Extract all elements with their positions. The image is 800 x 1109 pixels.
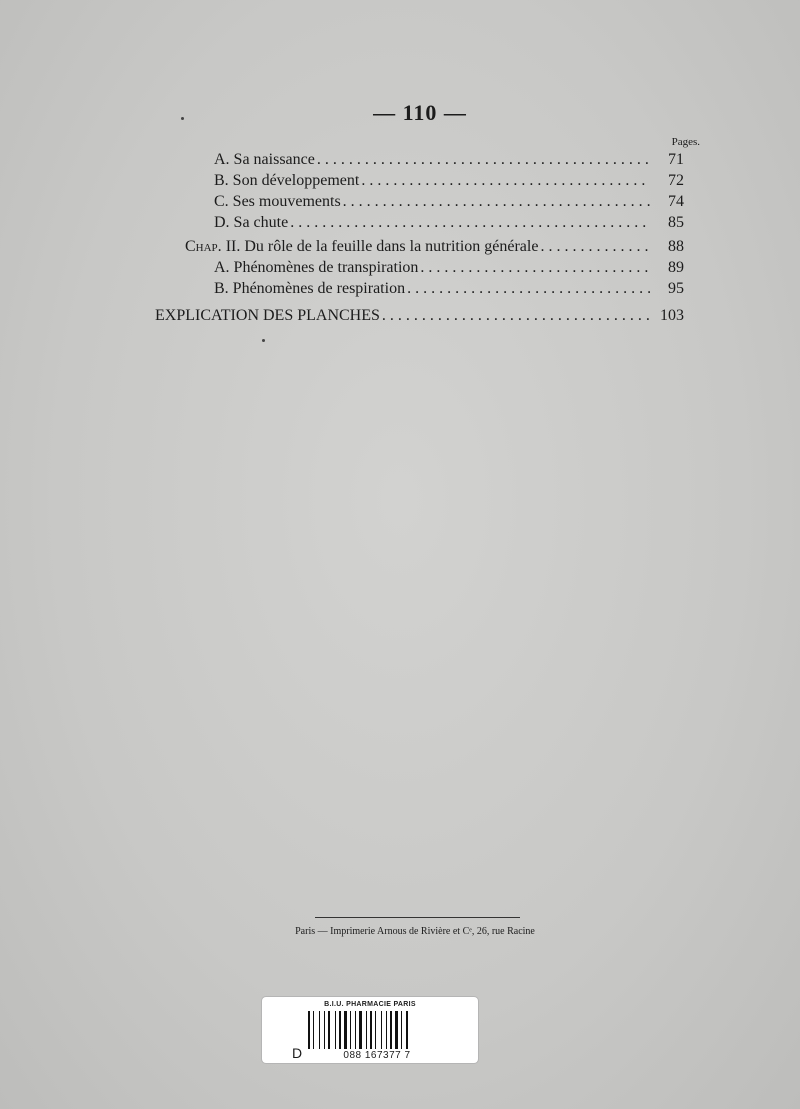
toc-chapter-entry: [185, 237, 684, 257]
toc-entry-label: EXPLICATION DES PLANCHES: [155, 307, 380, 324]
toc-entry-page: 103: [660, 307, 684, 324]
barcode-bar: [350, 1011, 351, 1049]
toc-entry-page: 72: [668, 172, 684, 189]
barcode-bar: [319, 1011, 320, 1049]
toc-entry-page: 71: [668, 151, 684, 168]
barcode-bar: [390, 1011, 392, 1049]
toc-entry-page: 89: [668, 259, 684, 276]
toc-entry: [214, 258, 684, 278]
toc-entry-label: B. Phénomènes de respiration: [214, 280, 406, 297]
toc-entry-label: A. Phénomènes de transpiration: [214, 259, 419, 276]
dot-leader: [361, 171, 650, 191]
barcode-bar: [313, 1011, 314, 1049]
barcode-bar: [395, 1011, 398, 1049]
barcode-bar: [328, 1011, 330, 1049]
barcode-prefix: D: [292, 1045, 303, 1061]
barcode-bar: [375, 1011, 376, 1049]
ink-speck: [262, 339, 265, 342]
dot-leader: [407, 279, 650, 299]
barcode-bar: [355, 1011, 356, 1049]
page-number: — 110 —: [373, 100, 467, 125]
chapter-title: II. Du rôle de la feuille dans la nutrition générale: [225, 238, 539, 255]
barcode-bar: [335, 1011, 336, 1049]
library-name: B.I.U. PHARMACIE PARIS: [324, 1001, 416, 1008]
toc-entry-page: 95: [668, 280, 684, 297]
dot-leader: [290, 213, 650, 233]
toc-entry: [214, 213, 684, 233]
barcode-bar: [366, 1011, 367, 1049]
toc-entry: [214, 279, 684, 299]
toc-entry-label: B. Son développement: [214, 172, 360, 189]
chapter-prefix: Chap.: [185, 238, 222, 255]
barcode-bar: [401, 1011, 402, 1049]
barcode-bar: [339, 1011, 341, 1049]
barcode-bar: [406, 1011, 408, 1049]
toc-entry: [214, 192, 684, 212]
toc-entry-page: 88: [668, 238, 684, 255]
toc-entry-label: [185, 237, 538, 257]
dot-leader: [317, 150, 650, 170]
toc-entry: [155, 306, 684, 326]
printer-imprint: Paris — Imprimerie Arnous de Rivière et Cᵉ, 26, rue Racine: [295, 926, 535, 937]
barcode-bar: [344, 1011, 347, 1049]
library-barcode-label: [262, 997, 478, 1063]
dot-leader: [382, 306, 650, 326]
dot-leader: [540, 237, 650, 257]
barcode-bar: [370, 1011, 372, 1049]
barcode-bar: [324, 1011, 325, 1049]
imprint-divider: [315, 917, 520, 918]
barcode-number: 088 167377 7: [343, 1050, 411, 1061]
barcode-bar: [381, 1011, 382, 1049]
dot-leader: [343, 192, 650, 212]
barcode-bar: [386, 1011, 387, 1049]
toc-entry-page: 74: [668, 193, 684, 210]
toc-entry: [214, 150, 684, 170]
barcode-bar: [359, 1011, 362, 1049]
toc-entry-label: A. Sa naissance: [214, 151, 315, 168]
toc-entry-label: C. Ses mouvements: [214, 193, 341, 210]
barcode-bar: [308, 1011, 310, 1049]
toc-entry-page: 85: [668, 214, 684, 231]
toc-entry-label: D. Sa chute: [214, 214, 289, 231]
pages-column-label: Pages.: [671, 136, 700, 148]
dot-leader: [420, 258, 650, 278]
toc-entry: [214, 171, 684, 191]
barcode-icon: [308, 1011, 444, 1049]
